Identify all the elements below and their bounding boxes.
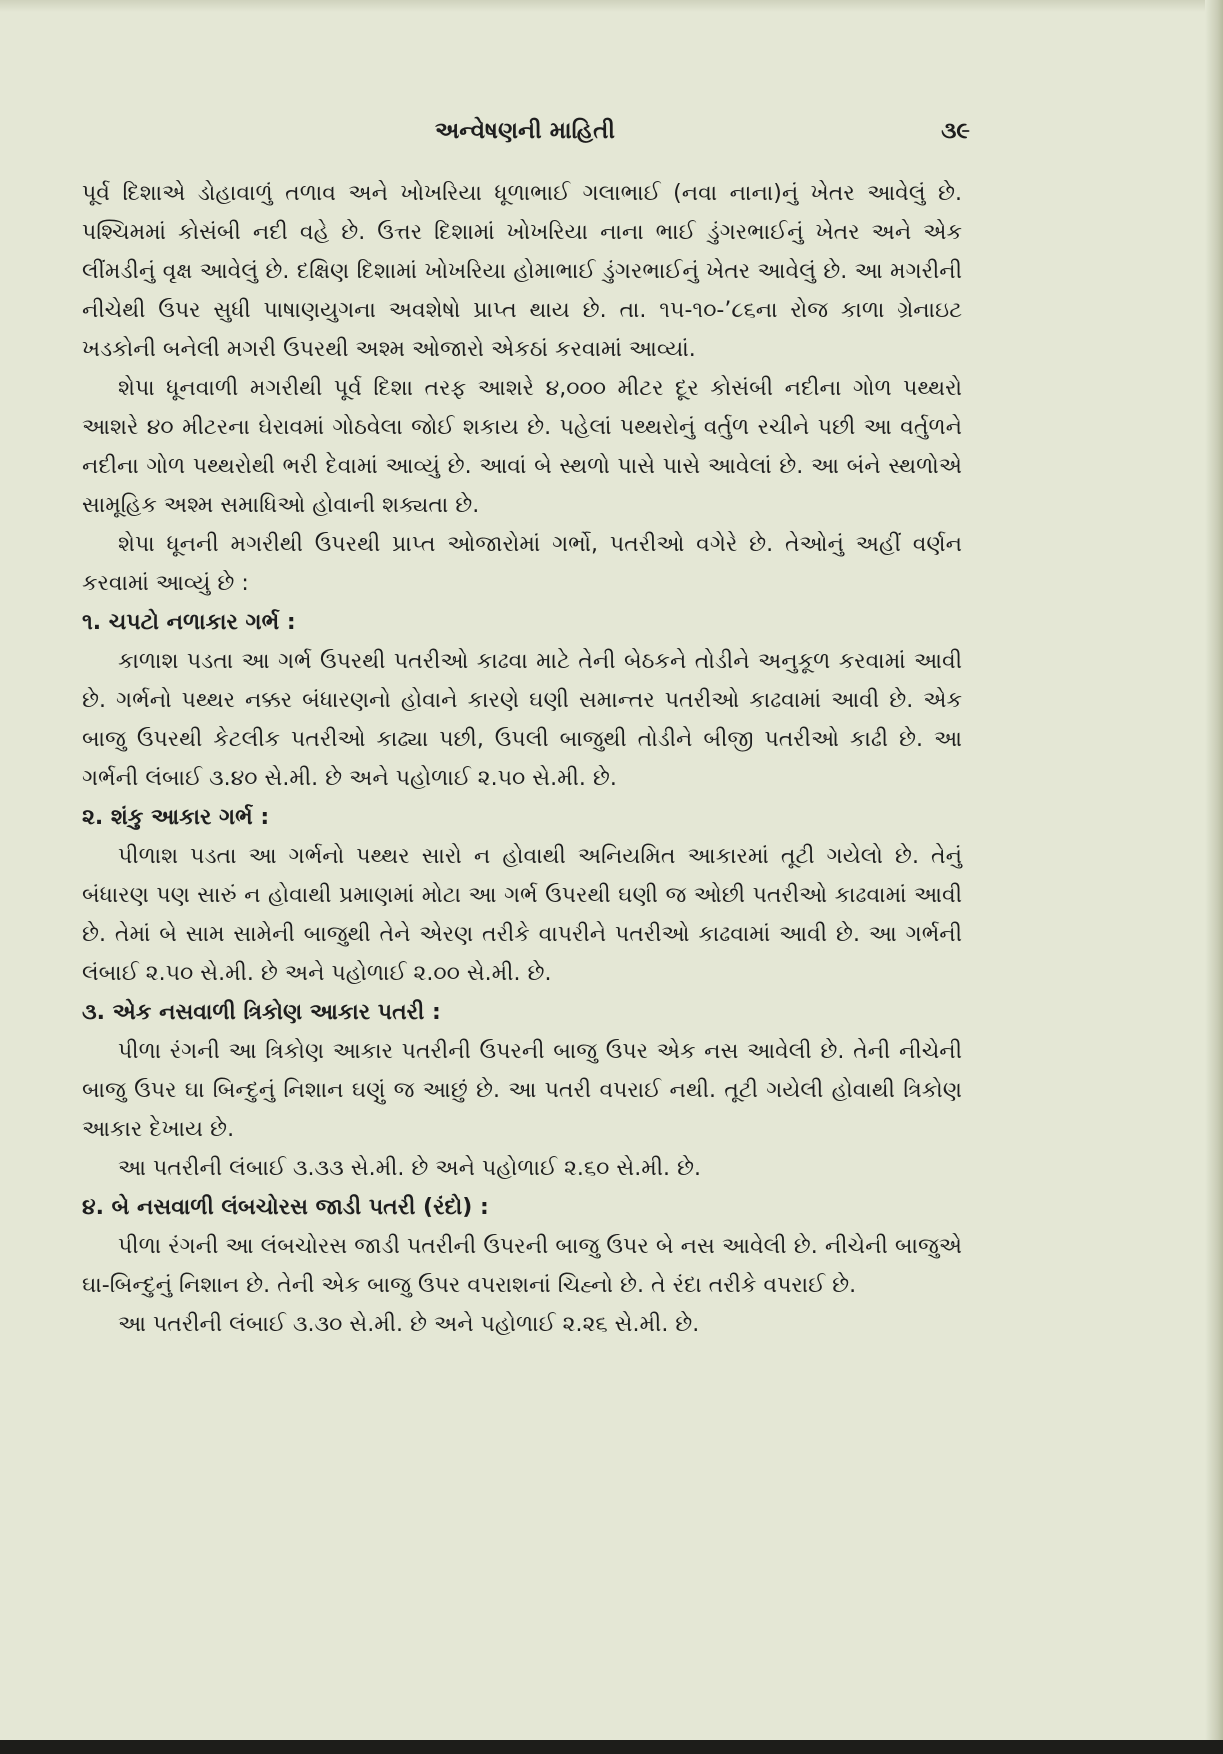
section-heading: ૨. શંકુ આકાર ગર્ભ : xyxy=(82,805,270,830)
page-top-edge xyxy=(0,0,1223,12)
page-header xyxy=(80,118,970,158)
section-heading: ૪. બે નસવાળી લંબચોરસ જાડી પતરી (રંદો) : xyxy=(82,1195,489,1220)
paragraph: પૂર્વ દિશાએ ડોહાવાળું તળાવ અને ખોખરિયા ધૂળાભાઈ ગલાભાઈ (નવા નાના)નું ખેતર આવેલું છે. પશ્ચિમમાં કોસંબી નદી વહે છે. ઉત્તર દિશામાં ખોખરિયા નાના ભાઈ ડુંગરભાઈનું ખેતર અને એક લીંમડીનું વૃક્ષ આવેલું છે. દક્ષિણ દિશામાં ખોખરિયા હોમાભાઈ ડુંગરભાઈનું ખેતર આવેલું છે. આ મગરીની નીચેથી ઉપર સુધી પાષાણયુગના અવશેષો પ્રાપ્ત થાય છે. તા. ૧૫-૧૦-’૮૬ના રોજ કાળા ગ્રેનાઇટ ખડકોની બનેલી મગરી ઉપરથી અશ્મ ઓજારો એકઠાં કરવામાં આવ્યાં. xyxy=(82,181,962,362)
body-text xyxy=(82,174,962,1344)
page-right-edge xyxy=(1205,0,1223,1754)
paragraph: શેપા ધૂનની મગરીથી ઉપરથી પ્રાપ્ત ઓજારોમાં ગર્ભો, પતરીઓ વગેરે છે. તેઓનું અહીં વર્ણન કરવામાં આવ્યું છે : xyxy=(82,532,962,596)
paragraph: પીળા રંગની આ ત્રિકોણ આકાર પતરીની ઉપરની બાજુ ઉપર એક નસ આવેલી છે. તેની નીચેની બાજુ ઉપર ઘા બિન્દુનું નિશાન ઘણું જ આછું છે. આ પતરી વપરાઈ નથી. તૂટી ગયેલી હોવાથી ત્રિકોણ આકાર દેખાય છે. xyxy=(82,1039,962,1142)
section-heading: ૧. ચપટો નળાકાર ગર્ભ : xyxy=(82,610,296,635)
paragraph: શેપા ધૂનવાળી મગરીથી પૂર્વ દિશા તરફ આશરે ૪,૦૦૦ મીટર દૂર કોસંબી નદીના ગોળ પથ્થરો આશરે ૪૦ મીટરના ઘેરાવમાં ગોઠવેલા જોઈ શકાય છે. પહેલાં પથ્થરોનું વર્તુળ રચીને પછી આ વર્તુળને નદીના ગોળ પથ્થરોથી ભરી દેવામાં આવ્યું છે. આવાં બે સ્થળો પાસે પાસે આવેલાં છે. આ બંને સ્થળોએ સામૂહિક અશ્મ સમાધિઓ હોવાની શક્યતા છે. xyxy=(82,376,962,518)
running-title: અન્વેષણની માહિતી xyxy=(434,118,615,144)
page-number: ૩૯ xyxy=(941,118,970,144)
paragraph: આ પતરીની લંબાઈ ૩.૩૦ સે.મી. છે અને પહોળાઈ ૨.૨૬ સે.મી. છે. xyxy=(118,1312,700,1337)
page-bottom-edge xyxy=(0,1740,1223,1754)
paragraph: પીળા રંગની આ લંબચોરસ જાડી પતરીની ઉપરની બાજુ ઉપર બે નસ આવેલી છે. નીચેની બાજુએ ઘા-બિન્દુનું નિશાન છે. તેની એક બાજુ ઉપર વપરાશનાં ચિહ્નો છે. તે રંદા તરીકે વપરાઈ છે. xyxy=(82,1234,962,1298)
paragraph: કાળાશ પડતા આ ગર્ભ ઉપરથી પતરીઓ કાઢવા માટે તેની બેઠકને તોડીને અનુકૂળ કરવામાં આવી છે. ગર્ભનો પથ્થર નક્કર બંધારણનો હોવાને કારણે ઘણી સમાન્તર પતરીઓ કાઢવામાં આવી છે. એક બાજુ ઉપરથી કેટલીક પતરીઓ કાઢ્યા પછી, ઉપલી બાજુથી તોડીને બીજી પતરીઓ કાઢી છે. આ ગર્ભની લંબાઈ ૩.૪૦ સે.મી. છે અને પહોળાઈ ૨.૫૦ સે.મી. છે. xyxy=(82,649,962,791)
paragraph: પીળાશ પડતા આ ગર્ભનો પથ્થર સારો ન હોવાથી અનિયમિત આકારમાં તૂટી ગયેલો છે. તેનું બંધારણ પણ સારું ન હોવાથી પ્રમાણમાં મોટા આ ગર્ભ ઉપરથી ઘણી જ ઓછી પતરીઓ કાઢવામાં આવી છે. તેમાં બે સામ સામેની બાજુથી તેને એરણ તરીકે વાપરીને પતરીઓ કાઢવામાં આવી છે. આ ગર્ભની લંબાઈ ૨.૫૦ સે.મી. છે અને પહોળાઈ ૨.૦૦ સે.મી. છે. xyxy=(82,844,962,986)
paragraph: આ પતરીની લંબાઈ ૩.૩૩ સે.મી. છે અને પહોળાઈ ૨.૬૦ સે.મી. છે. xyxy=(118,1156,702,1181)
section-heading: ૩. એક નસવાળી ત્રિકોણ આકાર પતરી : xyxy=(82,1000,441,1025)
